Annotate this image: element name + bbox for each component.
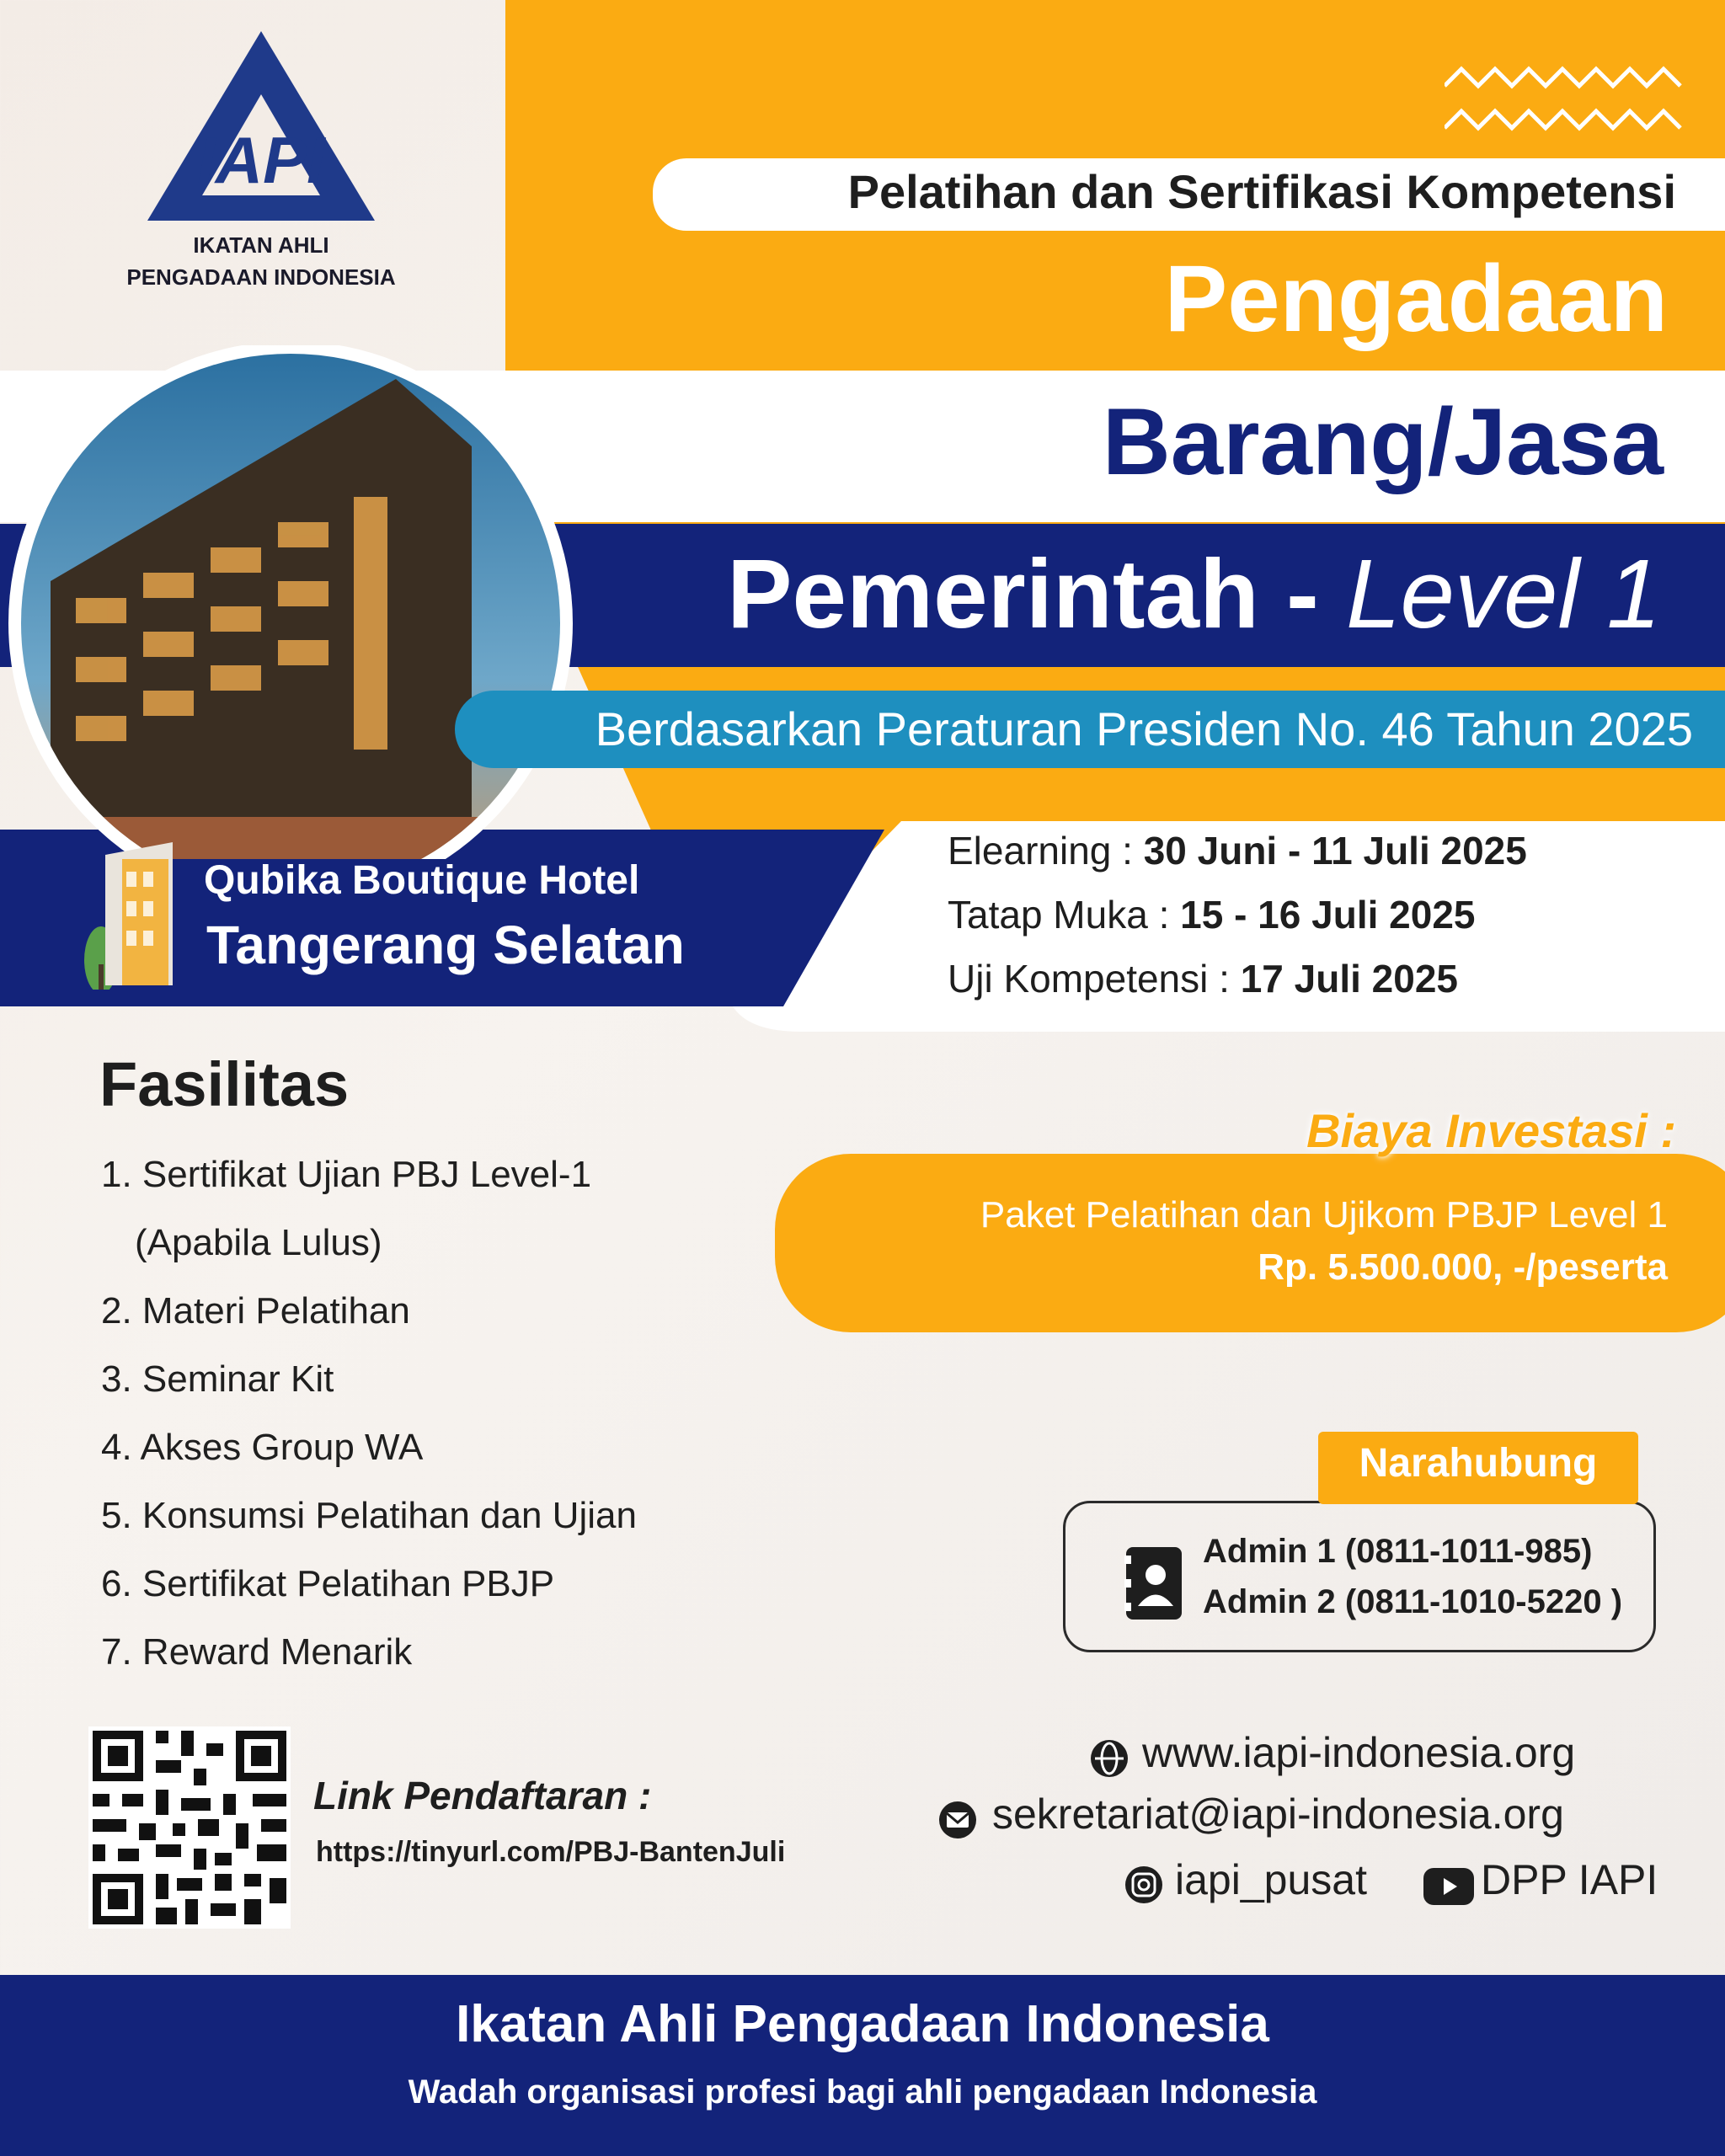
website-link[interactable]: www.iapi-indonesia.org [1142,1729,1576,1776]
schedule-value: 17 Juli 2025 [1240,957,1459,1001]
venue-hotel: Qubika Boutique Hotel [204,858,640,903]
facility-item: 2. Materi Pelatihan [101,1290,410,1331]
facility-item: 6. Sertifikat Pelatihan PBJP [101,1563,555,1604]
title-pengadaan: Pengadaan [1164,246,1668,351]
schedule-label: Uji Kompetensi : [948,957,1241,1001]
investment-heading: Biaya Investasi : [1306,1104,1676,1157]
hotel-photo [0,345,581,859]
globe-icon [1088,1737,1130,1780]
contact-card-icon [1124,1545,1183,1621]
title-barang-jasa: Barang/Jasa [1102,389,1664,494]
facility-item: 7. Reward Menarik [101,1631,413,1673]
investment-price: Rp. 5.500.000, -/peserta [1258,1246,1668,1288]
schedule-tatap-muka [948,892,1527,956]
footer-tagline: Wadah organisasi profesi bagi ahli pengadaan Indonesia [408,2073,1317,2111]
schedule-label: Tatap Muka : [948,893,1181,937]
logo-org-name [84,229,438,293]
svg-text:IAPI: IAPI [197,123,325,197]
mail-icon [937,1799,979,1841]
qr-code[interactable] [88,1726,291,1929]
facility-item-note: (Apabila Lulus) [135,1222,382,1263]
facility-item: 1. Sertifikat Ujian PBJ Level-1 [101,1154,592,1195]
youtube-icon [1423,1868,1474,1905]
youtube-link[interactable]: DPP IAPI [1481,1856,1658,1903]
investment-package: Paket Pelatihan dan Ujikom PBJP Level 1 [980,1194,1668,1235]
footer-org: Ikatan Ahli Pengadaan Indonesia [456,1995,1269,2053]
title-level: Level 1 [1345,539,1661,648]
regulation-text: Berdasarkan Peraturan Presiden No. 46 Tahun 2025 [595,702,1693,755]
schedule-value: 30 Juni - 11 Juli 2025 [1143,829,1527,873]
zigzag-decoration [1445,61,1689,145]
registration-url[interactable]: https://tinyurl.com/PBJ-BantenJuli [316,1836,786,1868]
facility-item: 3. Seminar Kit [101,1358,334,1400]
header-subtitle: Pelatihan dan Sertifikasi Kompetensi [847,165,1676,218]
instagram-icon [1123,1864,1165,1906]
logo-line1: IKATAN AHLI [193,232,329,258]
facility-item: 4. Akses Group WA [101,1427,424,1468]
facility-item: 5. Konsumsi Pelatihan dan Ujian [101,1495,637,1536]
logo-line2: PENGADAAN INDONESIA [126,264,396,290]
schedule-list [948,828,1527,1020]
registration-heading: Link Pendaftaran : [313,1774,652,1817]
schedule-value: 15 - 16 Juli 2025 [1180,893,1476,937]
schedule-uji [948,956,1527,1020]
email-link[interactable]: sekretariat@iapi-indonesia.org [992,1790,1564,1838]
instagram-link[interactable]: iapi_pusat [1175,1856,1367,1903]
schedule-elearning [948,828,1527,892]
schedule-label: Elearning : [948,829,1144,873]
title-pemerintah [590,535,1661,653]
contact-admin2[interactable]: Admin 2 (0811-1010-5220 ) [1203,1583,1623,1620]
venue-city: Tangerang Selatan [206,915,685,975]
iapi-logo [143,27,379,225]
contact-heading: Narahubung [1359,1441,1598,1486]
facilities-heading: Fasilitas [99,1049,350,1119]
building-icon [80,838,181,990]
title-pemerintah-main: Pemerintah - [727,539,1346,648]
contact-admin1[interactable]: Admin 1 (0811-1011-985) [1203,1533,1593,1570]
